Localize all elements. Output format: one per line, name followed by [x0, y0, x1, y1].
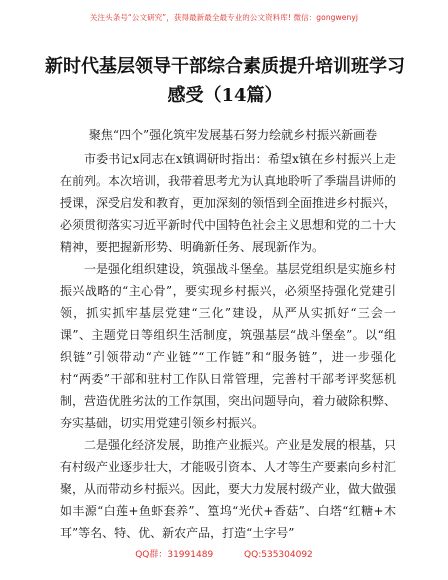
document-body — [60, 124, 396, 544]
document-title — [40, 52, 410, 110]
header-banner: 关注头条号“公文研究”，获得最新最全最专业的公文资料库! 微信：gongwenyj — [89, 13, 359, 22]
title-line-2: 感受（14篇） — [167, 85, 283, 106]
footer — [0, 547, 448, 560]
paragraph-economy: 二是强化经济发展，助推产业振兴。产业是发展的根基，只有村级产业逐步壮大，才能吸引资本、人才等生产要素向乡村汇聚，从而带动乡村振兴。因此，要大力发展村级产业，做大做强如丰源“白莲+鱼虾套养”、篁坞“光伏+香菇”、白塔“红糖+木耳”等名、特、优、新农产品，打造“土字号” — [60, 438, 397, 540]
paragraph-intro: 市委书记x同志在x镇调研时指出：希望x镇在乡村振兴上走在前列。本次培训，我带着思考尤为认真地聆听了季瑞昌讲师的授课，深受启发和教育，更加深刻的领悟到全面推进乡村振兴，必须贯彻落实习近平新时代中国特色社会主义思想和党的二十大精神，要把握新形势、明确新任务、展现新作为。 — [60, 152, 397, 254]
footer-qq-group: QQ群：31991489 — [135, 550, 214, 560]
paragraph-organization: 一是强化组织建设，筑强战斗堡垒。基层党组织是实施乡村振兴战略的“主心骨”，要实现乡村振兴，必须坚持强化党建引领，抓实抓牢基层党建“三化”建设，从严从实抓好“三会一课”、主题党日等组织生活制度，筑强基层“战斗堡垒”。以“组织链”引领带动“产业链”“工作链”和“服务链”，进一步强化村“两委”干部和驻村工作队日常管理，完善村干部考评奖惩机制，营造优胜劣汰的工作氛围，突出问题导向，着力破除积弊、夯实基础，切实用党建引领乡村振兴。 — [60, 262, 397, 430]
footer-qq: QQ:535304092 — [244, 550, 313, 560]
section-subtitle: 聚焦“四个”强化筑牢发展基石努力绘就乡村振兴新画卷 — [88, 128, 378, 142]
title-line-1: 新时代基层领导干部综合素质提升培训班学习 — [45, 56, 405, 77]
